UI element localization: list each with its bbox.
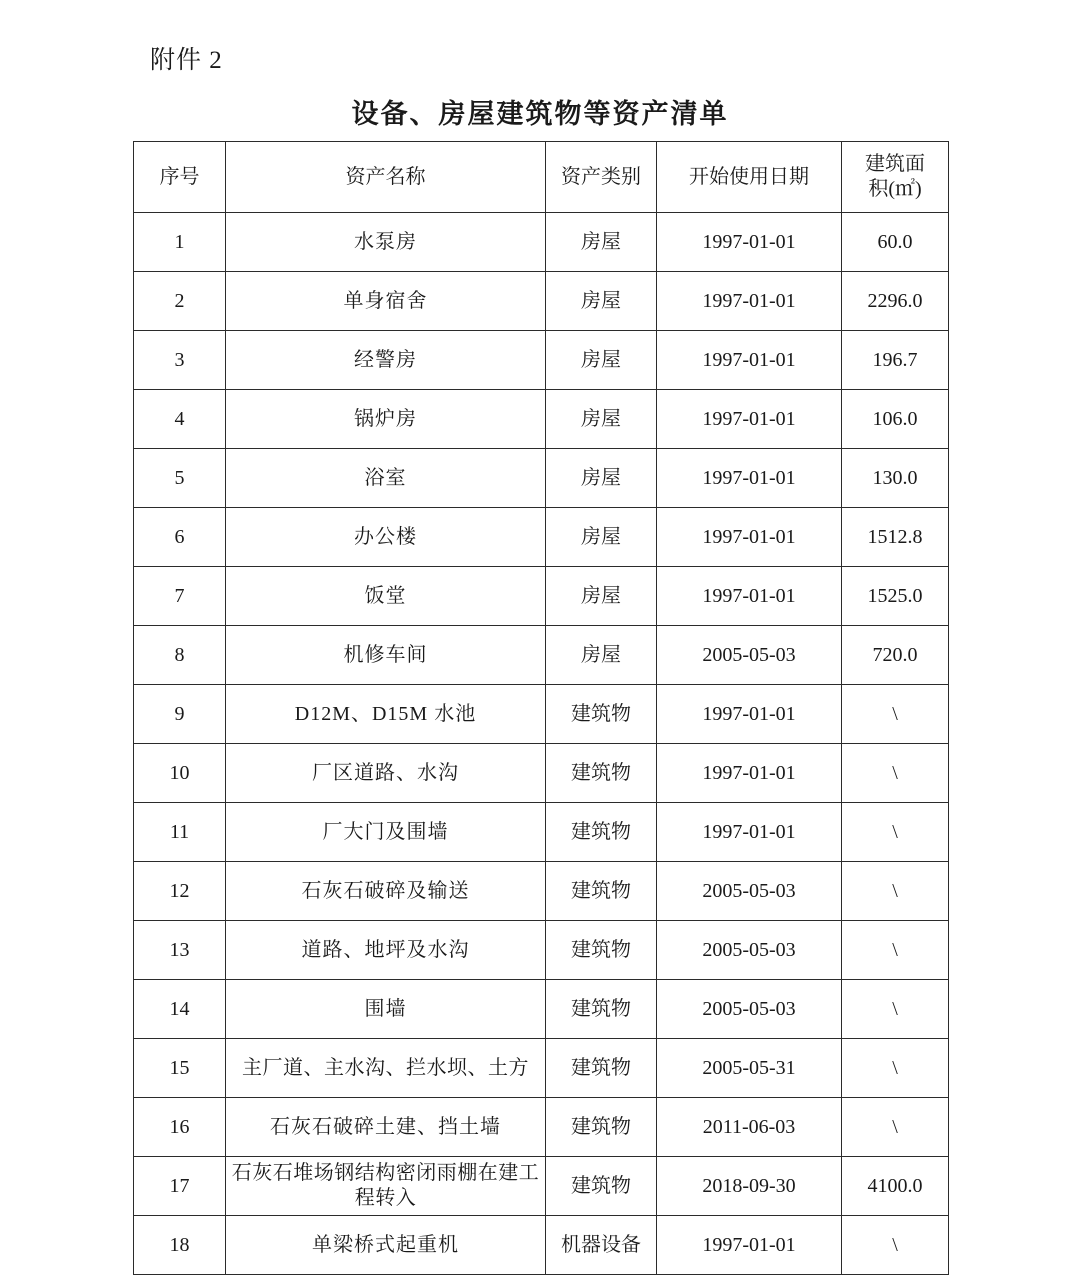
cell-building-area: \	[842, 921, 949, 980]
cell-building-area: \	[842, 1216, 949, 1275]
table-row	[134, 1039, 949, 1098]
cell-asset-type: 建筑物	[546, 1039, 657, 1098]
attachment-label: 附件 2	[150, 47, 223, 74]
table-row	[134, 508, 949, 567]
cell-start-date: 1997-01-01	[657, 803, 842, 862]
cell-start-date: 1997-01-01	[657, 331, 842, 390]
cell-asset-name: 围墙	[226, 980, 546, 1039]
cell-building-area: \	[842, 980, 949, 1039]
cell-no: 16	[134, 1098, 226, 1157]
cell-building-area: \	[842, 803, 949, 862]
column-header-no: 序号	[134, 142, 226, 213]
cell-asset-type: 房屋	[546, 213, 657, 272]
cell-asset-type: 房屋	[546, 331, 657, 390]
cell-start-date: 2005-05-03	[657, 980, 842, 1039]
cell-asset-type: 房屋	[546, 449, 657, 508]
cell-no: 17	[134, 1157, 226, 1216]
table-body	[134, 213, 949, 1275]
cell-asset-name: 饭堂	[226, 567, 546, 626]
cell-no: 13	[134, 921, 226, 980]
table-header-row	[134, 142, 949, 213]
cell-asset-type: 房屋	[546, 390, 657, 449]
table-row	[134, 213, 949, 272]
page-title: 设备、房屋建筑物等资产清单	[351, 99, 729, 130]
cell-building-area: 2296.0	[842, 272, 949, 331]
cell-building-area: \	[842, 862, 949, 921]
cell-asset-name: 厂区道路、水沟	[226, 744, 546, 803]
table-row	[134, 862, 949, 921]
cell-asset-name: 单身宿舍	[226, 272, 546, 331]
cell-asset-name: 浴室	[226, 449, 546, 508]
cell-asset-type: 建筑物	[546, 1157, 657, 1216]
column-header-area-line2: 积(㎡)	[868, 178, 922, 200]
column-header-type: 资产类别	[546, 142, 657, 213]
cell-start-date: 2005-05-03	[657, 862, 842, 921]
cell-asset-type: 房屋	[546, 272, 657, 331]
cell-building-area: \	[842, 1098, 949, 1157]
cell-asset-name: 水泵房	[226, 213, 546, 272]
cell-building-area: 130.0	[842, 449, 949, 508]
cell-asset-name: 厂大门及围墙	[226, 803, 546, 862]
cell-no: 11	[134, 803, 226, 862]
cell-building-area: 1525.0	[842, 567, 949, 626]
cell-asset-type: 建筑物	[546, 744, 657, 803]
cell-no: 18	[134, 1216, 226, 1275]
cell-asset-type: 建筑物	[546, 1098, 657, 1157]
cell-asset-type: 建筑物	[546, 862, 657, 921]
cell-start-date: 1997-01-01	[657, 744, 842, 803]
column-header-area	[842, 142, 949, 213]
table-row	[134, 272, 949, 331]
table-row	[134, 1216, 949, 1275]
cell-building-area: 106.0	[842, 390, 949, 449]
cell-asset-type: 房屋	[546, 508, 657, 567]
table-row	[134, 390, 949, 449]
cell-building-area: 60.0	[842, 213, 949, 272]
cell-no: 12	[134, 862, 226, 921]
cell-asset-name: 锅炉房	[226, 390, 546, 449]
cell-start-date: 1997-01-01	[657, 567, 842, 626]
cell-no: 5	[134, 449, 226, 508]
cell-start-date: 1997-01-01	[657, 272, 842, 331]
cell-asset-name: 石灰石堆场钢结构密闭雨棚在建工程转入	[226, 1157, 546, 1216]
cell-no: 6	[134, 508, 226, 567]
cell-start-date: 1997-01-01	[657, 508, 842, 567]
cell-start-date: 2018-09-30	[657, 1157, 842, 1216]
cell-no: 3	[134, 331, 226, 390]
asset-table	[133, 141, 949, 1275]
column-header-name: 资产名称	[226, 142, 546, 213]
cell-no: 4	[134, 390, 226, 449]
cell-asset-name: 单梁桥式起重机	[226, 1216, 546, 1275]
cell-building-area: 1512.8	[842, 508, 949, 567]
table-row	[134, 449, 949, 508]
table-row	[134, 1098, 949, 1157]
cell-start-date: 2005-05-03	[657, 921, 842, 980]
cell-asset-name: 办公楼	[226, 508, 546, 567]
cell-no: 9	[134, 685, 226, 744]
cell-asset-name: 石灰石破碎土建、挡土墙	[226, 1098, 546, 1157]
cell-no: 14	[134, 980, 226, 1039]
cell-start-date: 1997-01-01	[657, 1216, 842, 1275]
cell-no: 7	[134, 567, 226, 626]
cell-no: 10	[134, 744, 226, 803]
cell-building-area: \	[842, 685, 949, 744]
cell-asset-name: D12M、D15M 水池	[226, 685, 546, 744]
cell-building-area: \	[842, 1039, 949, 1098]
table-row	[134, 567, 949, 626]
cell-asset-name: 石灰石破碎及输送	[226, 862, 546, 921]
cell-asset-name: 主厂道、主水沟、拦水坝、土方	[226, 1039, 546, 1098]
table-header	[134, 142, 949, 213]
cell-start-date: 1997-01-01	[657, 449, 842, 508]
cell-start-date: 2005-05-31	[657, 1039, 842, 1098]
cell-asset-type: 机器设备	[546, 1216, 657, 1275]
cell-building-area: \	[842, 744, 949, 803]
cell-asset-name: 经警房	[226, 331, 546, 390]
cell-building-area: 4100.0	[842, 1157, 949, 1216]
cell-building-area: 720.0	[842, 626, 949, 685]
cell-start-date: 2005-05-03	[657, 626, 842, 685]
cell-start-date: 1997-01-01	[657, 390, 842, 449]
cell-asset-type: 建筑物	[546, 685, 657, 744]
table-row	[134, 921, 949, 980]
cell-asset-type: 建筑物	[546, 803, 657, 862]
cell-no: 8	[134, 626, 226, 685]
cell-asset-type: 房屋	[546, 626, 657, 685]
table-row	[134, 1157, 949, 1216]
cell-start-date: 2011-06-03	[657, 1098, 842, 1157]
table-row	[134, 626, 949, 685]
column-header-area-line1: 建筑面	[865, 153, 925, 175]
table-row	[134, 331, 949, 390]
cell-no: 2	[134, 272, 226, 331]
cell-start-date: 1997-01-01	[657, 685, 842, 744]
table-row	[134, 685, 949, 744]
cell-start-date: 1997-01-01	[657, 213, 842, 272]
cell-asset-type: 房屋	[546, 567, 657, 626]
cell-no: 1	[134, 213, 226, 272]
table-row	[134, 980, 949, 1039]
cell-no: 15	[134, 1039, 226, 1098]
cell-asset-type: 建筑物	[546, 921, 657, 980]
cell-asset-name: 道路、地坪及水沟	[226, 921, 546, 980]
cell-building-area: 196.7	[842, 331, 949, 390]
column-header-date: 开始使用日期	[657, 142, 842, 213]
cell-asset-name: 机修车间	[226, 626, 546, 685]
cell-asset-type: 建筑物	[546, 980, 657, 1039]
table-row	[134, 803, 949, 862]
asset-table-wrapper	[133, 141, 948, 1275]
table-row	[134, 744, 949, 803]
